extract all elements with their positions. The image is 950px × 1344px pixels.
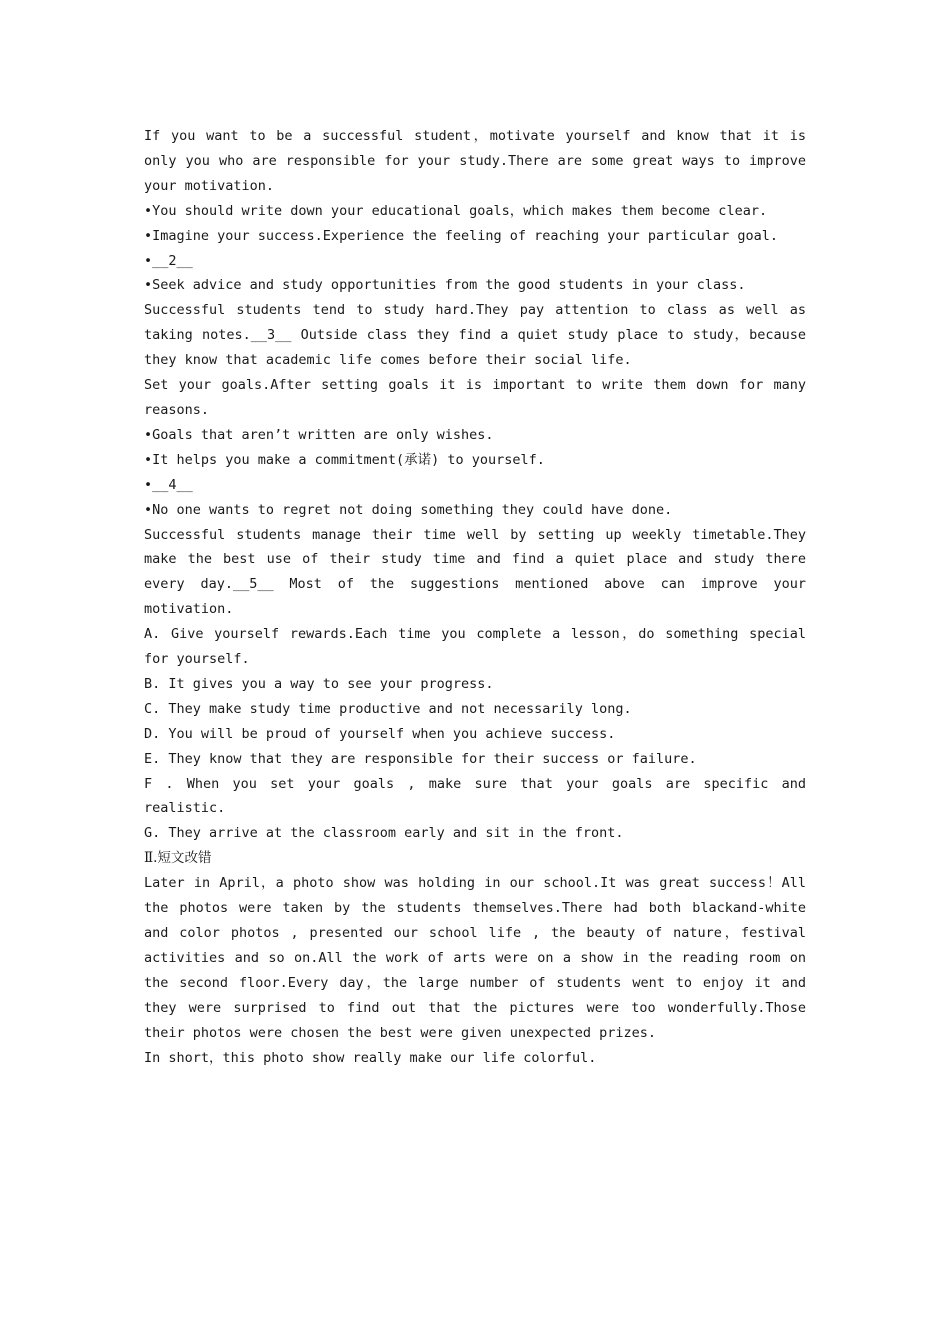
bullet-item: •It helps you make a commitment(承诺) to yourself. <box>144 451 545 468</box>
option-f: F . When you set your goals , make sure that your goals are specific and realistic. <box>144 775 806 817</box>
reading-intro: If you want to be a successful student，motivate yourself and know that it is only you who are responsible for your study.There are some great ways to improve your motivation. <box>144 128 806 194</box>
document-page <box>144 124 806 1070</box>
bullet-item: •Seek advice and study opportunities from the good students in your class. <box>144 277 746 294</box>
bullet-item: •No one wants to regret not doing something they could have done. <box>144 501 673 518</box>
option-e: E. They know that they are responsible for their success or failure. <box>144 750 697 767</box>
option-g: G. They arrive at the classroom early and sit in the front. <box>144 825 624 842</box>
bullet-item: •Goals that aren’t written are only wishes. <box>144 426 494 443</box>
bullet-item: •Imagine your success.Experience the feeling of reaching your particular goal. <box>144 227 778 244</box>
section-heading: Ⅱ.短文改错 <box>144 850 212 867</box>
reading-paragraph-3: Set your goals.After setting goals it is important to write them down for many reasons. <box>144 377 806 418</box>
bullet-blank-2: •__2__ <box>144 252 193 269</box>
reading-paragraph-2: Successful students tend to study hard.They pay attention to class as well as taking notes.__3__ Outside class they find a quiet study place to study，because they know that academic life comes before their social life. <box>144 302 806 369</box>
option-a: A. Give yourself rewards.Each time you complete a lesson，do something special for yourself. <box>144 626 806 668</box>
option-b: B. It gives you a way to see your progress. <box>144 675 494 692</box>
bullet-blank-4: •__4__ <box>144 476 193 493</box>
option-d: D. You will be proud of yourself when you achieve success. <box>144 725 616 742</box>
correction-paragraph-2: In short，this photo show really make our life colorful. <box>144 1049 597 1066</box>
bullet-item: •You should write down your educational goals，which makes them become clear. <box>144 202 768 219</box>
reading-paragraph-4: Successful students manage their time well by setting up weekly timetable.They make the best use of their study time and find a quiet place and study there every day.__5__ Most of the suggestions mentioned above can improve your motivation. <box>144 526 806 618</box>
option-c: C. They make study time productive and not necessarily long. <box>144 700 632 717</box>
correction-paragraph-1: Later in April，a photo show was holding in our school.It was great success！All the photos were taken by the students themselves.There had both blackand-white and color photos , presented our school life , the beauty of nature，festival activities and so on.All the work of arts were on a show in the reading room on the second floor.Every day，the large number of students went to enjoy it and they were surprised to find out that the pictures were too wonderfully.Those their photos were chosen the best were given unexpected prizes. <box>144 875 806 1041</box>
